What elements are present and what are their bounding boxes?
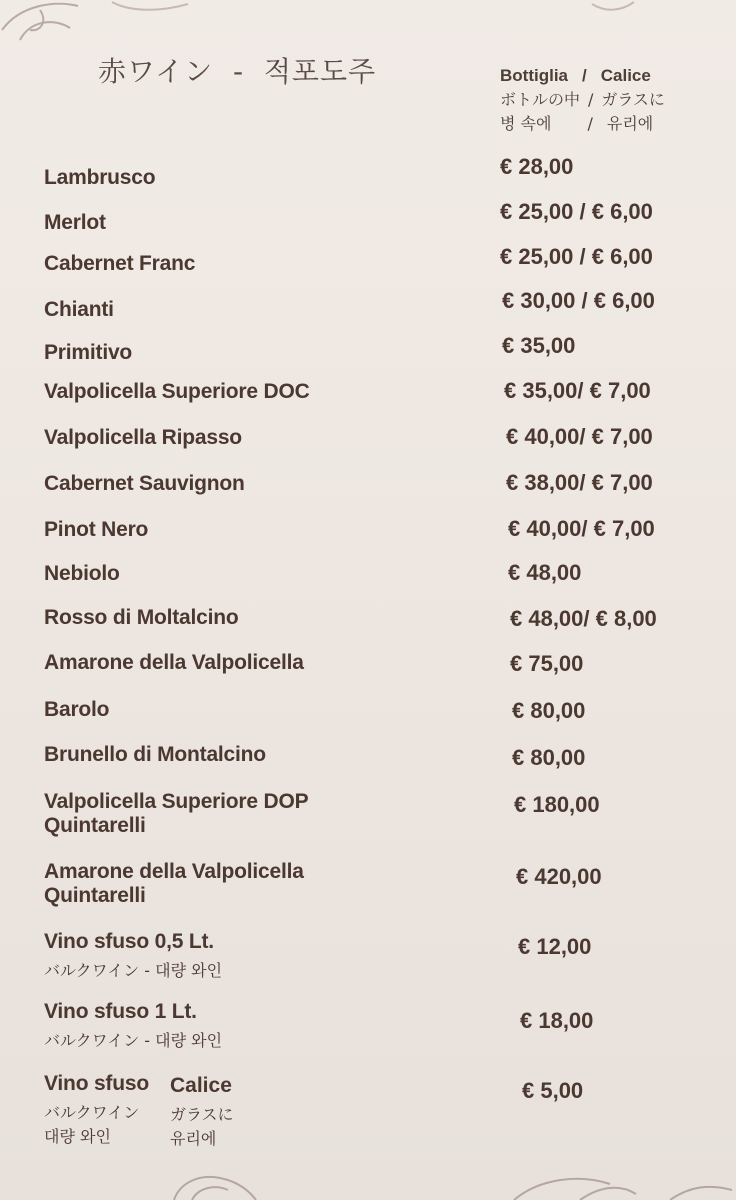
wine-price: € 75,00 — [510, 651, 584, 676]
wine-name: Lambrusco — [44, 166, 156, 189]
wine-name: Valpolicella Superiore DOC — [44, 380, 310, 403]
wine-name: Amarone della Valpolicella — [44, 860, 304, 883]
glass-label-kr: 유리에 — [170, 1129, 217, 1148]
wine-name-line2: Quintarelli — [44, 884, 146, 907]
wine-name: Barolo — [44, 698, 110, 721]
glass-label: Calice — [170, 1074, 232, 1097]
col-bottle-kr: 병 속에 — [500, 114, 552, 133]
wine-price: € 18,00 — [520, 1008, 594, 1033]
wine-name: Primitivo — [44, 341, 133, 364]
wine-price: € 48,00 — [508, 560, 582, 585]
top-center-flourish-icon — [110, 0, 190, 14]
wine-name: Cabernet Sauvignon — [44, 472, 245, 495]
col-separator: / — [587, 114, 593, 133]
wine-name: Amarone della Valpolicella — [44, 651, 304, 674]
col-glass-label: Calice — [600, 66, 651, 85]
wine-price: € 420,00 — [516, 864, 602, 889]
wine-name: Brunello di Montalcino — [44, 743, 266, 766]
col-glass-kr: 유리에 — [606, 114, 654, 133]
wine-price: € 48,00/ € 8,00 — [510, 606, 657, 631]
wine-name: Vino sfuso 1 Lt. — [44, 1000, 197, 1023]
wine-price: € 80,00 — [512, 745, 586, 770]
wine-name: Valpolicella Ripasso — [44, 426, 242, 449]
wine-name: Chianti — [44, 298, 114, 321]
wine-name: Valpolicella Superiore DOP — [44, 790, 309, 813]
wine-price: € 30,00 / € 6,00 — [502, 288, 655, 313]
wine-name-line2: Quintarelli — [44, 814, 146, 837]
col-bottle-jp: ボトルの中 — [500, 90, 581, 109]
wine-price: € 40,00/ € 7,00 — [508, 516, 655, 541]
bottom-right-flourish-icon — [510, 1170, 736, 1200]
wine-price: € 38,00/ € 7,00 — [506, 470, 653, 495]
wine-price: € 25,00 / € 6,00 — [500, 199, 653, 224]
glass-label-jp: ガラスに — [170, 1105, 234, 1124]
wine-name: Rosso di Moltalcino — [44, 606, 239, 629]
wine-price: € 35,00/ € 7,00 — [504, 378, 651, 403]
bottom-center-flourish-icon — [170, 1172, 260, 1200]
wine-subtitle-kr: 대량 와인 — [44, 1127, 111, 1146]
col-glass-jp: ガラスに — [601, 90, 665, 109]
wine-price: € 80,00 — [512, 698, 586, 723]
wine-price: € 28,00 — [500, 154, 574, 179]
wine-subtitle: バルクワイン - 대량 와인 — [44, 961, 223, 980]
wine-price: € 25,00 / € 6,00 — [500, 244, 653, 269]
col-separator: / — [582, 66, 587, 85]
col-separator: / — [588, 90, 594, 109]
menu-title: 赤ワイン - 적포도주 — [98, 55, 377, 88]
wine-price: € 5,00 — [522, 1078, 584, 1103]
wine-name: Vino sfuso — [44, 1072, 149, 1095]
wine-price: € 35,00 — [502, 333, 576, 358]
wine-name: Vino sfuso 0,5 Lt. — [44, 930, 214, 953]
wine-price: € 180,00 — [514, 792, 600, 817]
wine-subtitle-jp: バルクワイン — [44, 1103, 140, 1122]
col-bottle-label: Bottiglia — [500, 66, 568, 85]
top-right-flourish-icon — [590, 0, 636, 14]
wine-name: Pinot Nero — [44, 518, 149, 541]
wine-name: Cabernet Franc — [44, 252, 196, 275]
wine-name: Merlot — [44, 211, 106, 234]
wine-subtitle: バルクワイン - 대량 와인 — [44, 1031, 223, 1050]
wine-price: € 12,00 — [518, 934, 592, 959]
top-left-flourish-icon — [0, 0, 90, 45]
wine-price: € 40,00/ € 7,00 — [506, 424, 653, 449]
column-header — [500, 64, 665, 136]
wine-name: Nebiolo — [44, 562, 120, 585]
